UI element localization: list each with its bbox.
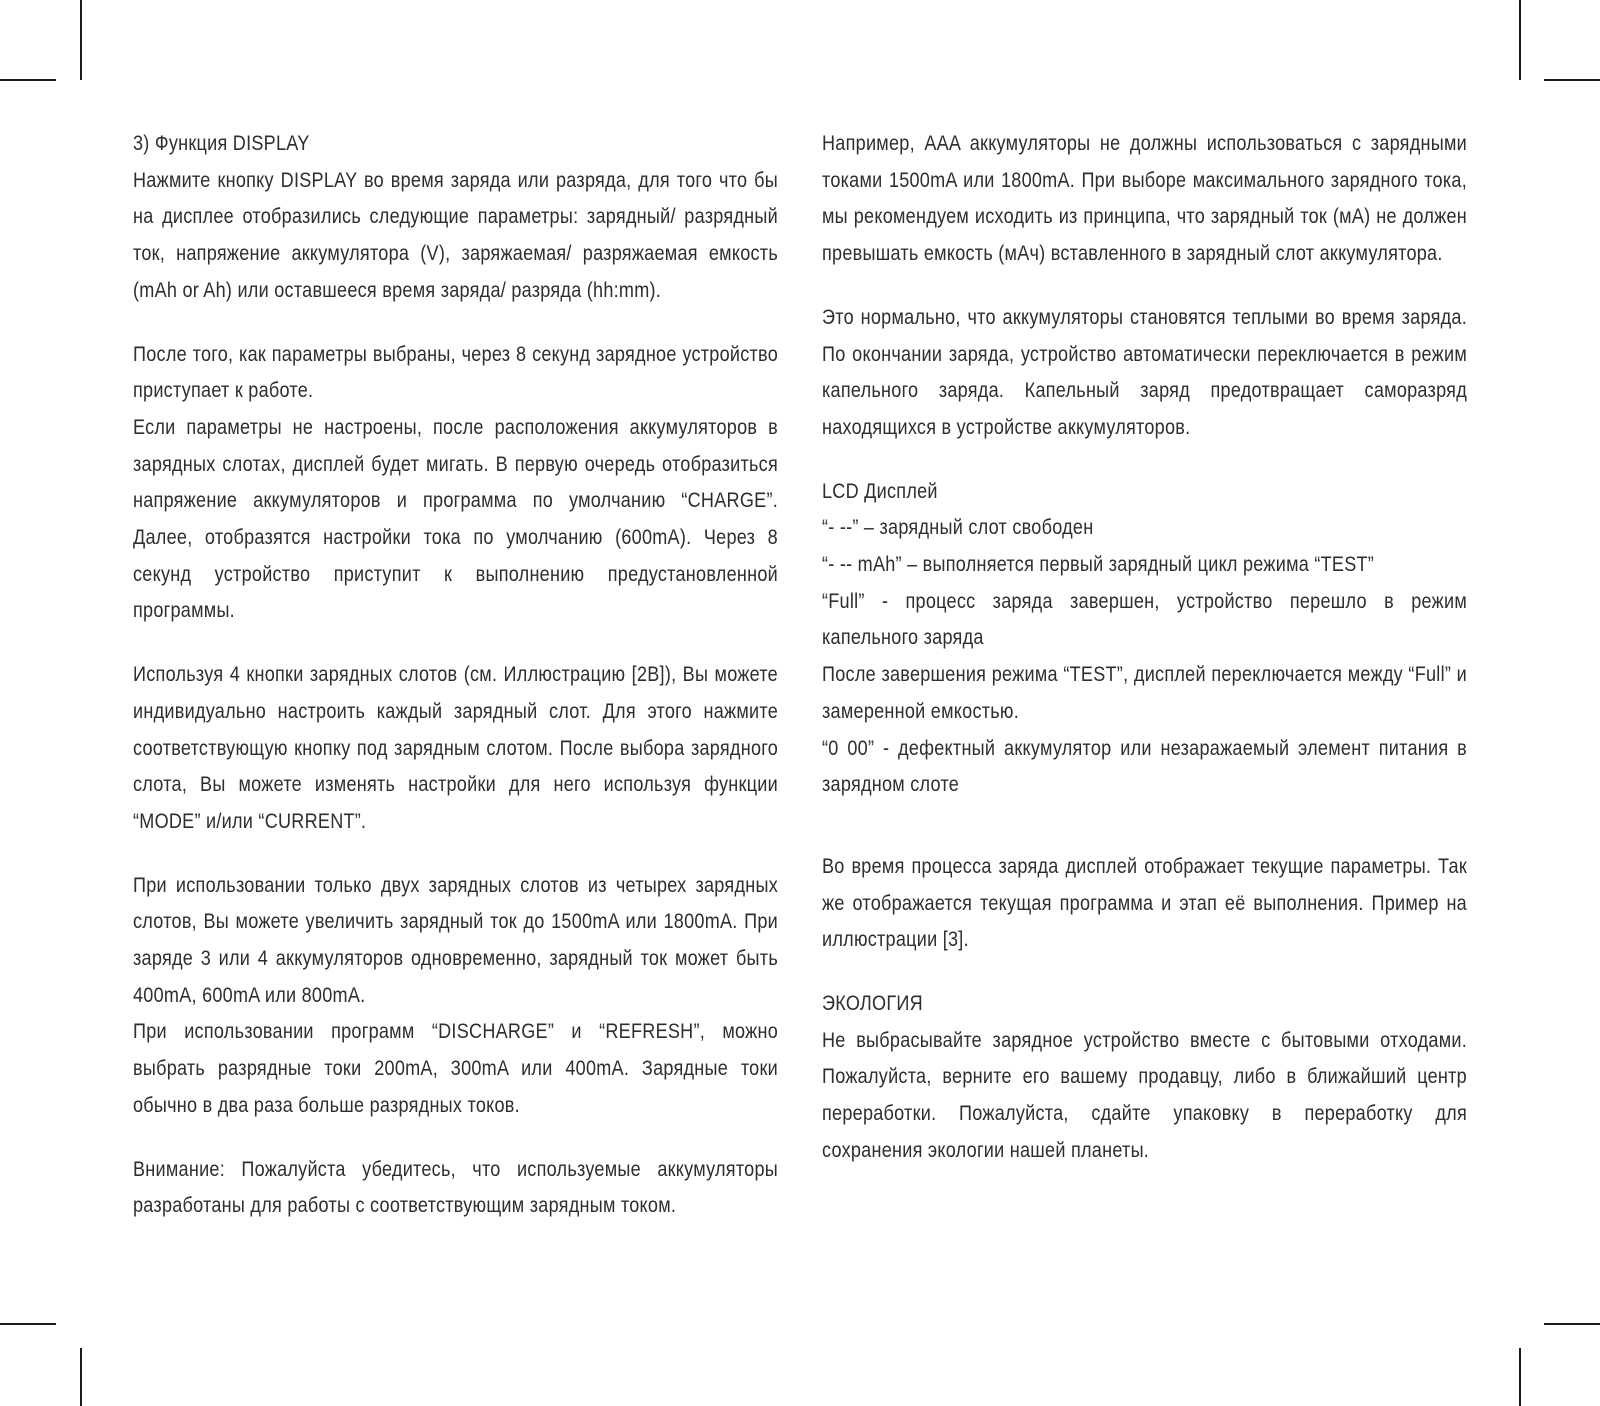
- aaa-text: Например, AAA аккумуляторы не должны использоваться с зарядными токами 1500mA или 1800mA. При выборе максимального зарядного тока, мы рекомендуем исходить из принципа, что зарядный ток (мА) не должен превышать емкость (мАч) вставленного в зарядный слот аккумулятора.: [822, 132, 1467, 266]
- after-params-text: После того, как параметры выбраны, через 8 секунд зарядное устройство приступает к работе.: [133, 342, 778, 403]
- right-column: [822, 126, 1467, 1170]
- lcd-test: “- -- mAh” – выполняется первый зарядный цикл режима “TEST”: [822, 553, 1375, 577]
- crop-mark-top-right-h: [1544, 79, 1600, 81]
- eco-heading: ЭКОЛОГИЯ: [822, 992, 923, 1016]
- left-column: [133, 126, 778, 1225]
- process-text: Во время процесса заряда дисплей отображает текущие параметры. Так же отображается текущая программа и этап её выполнения. Пример на иллюстрации [3].: [822, 854, 1467, 952]
- lcd-free: “- --” – зарядный слот свободен: [822, 516, 1094, 540]
- slot-buttons-text: Используя 4 кнопки зарядных слотов (см. Иллюстрацию [2B]), Вы можете индивидуально настроить каждый зарядный слот. Для этого нажмите соответствующую кнопку под зарядным слотом. После выбора зарядного слота, Вы можете изменять настройки для него используя функции “MODE” и/или “CURRENT”.: [133, 663, 778, 833]
- crop-mark-top-right: [1519, 0, 1521, 80]
- crop-mark-top-left: [80, 0, 82, 80]
- crop-mark-bottom-left-h: [0, 1323, 56, 1325]
- warm-text: Это нормально, что аккумуляторы становятся теплыми во время заряда. По окончании заряда, устройство автоматически переключается в режим капельного заряда. Капельный заряд предотвращает саморазряд находящихся в устройстве аккумуляторов.: [822, 305, 1467, 439]
- lcd-defect: “0 00” - дефектный аккумулятор или незаражаемый элемент питания в зарядном слоте: [822, 736, 1467, 797]
- lcd-full: “Full” - процесс заряда завершен, устройство перешло в режим капельного заряда: [822, 589, 1467, 650]
- display-text: Нажмите кнопку DISPLAY во время заряда или разряда, для того что бы на дисплее отобразились следующие параметры: зарядный/ разрядный ток, напряжение аккумулятора (V), заряжаемая/ разряжаемая емкость (mAh or Ah) или оставшееся время заряда/ разряда (hh:mm).: [133, 168, 778, 302]
- crop-mark-bottom-left: [80, 1348, 82, 1406]
- lcd-heading: LCD Дисплей: [822, 479, 938, 503]
- discharge-text: При использовании программ “DISCHARGE” и “REFRESH”, можно выбрать разрядные токи 200mA, 300mA или 400mA. Зарядные токи обычно в два раза больше разрядных токов.: [133, 1020, 778, 1117]
- eco-text: Не выбрасывайте зарядное устройство вместе с бытовыми отходами. Пожалуйста, верните его вашему продавцу, либо в ближайший центр переработки. Пожалуйста, сдайте упаковку в переработку для сохранения экологии нашей планеты.: [822, 1028, 1467, 1162]
- display-heading: 3) Функция DISPLAY: [133, 132, 310, 155]
- lcd-after-test: После завершения режима “TEST”, дисплей переключается между “Full” и замеренной емкостью.: [822, 663, 1467, 723]
- crop-mark-bottom-right: [1519, 1348, 1521, 1406]
- crop-mark-top-left-h: [0, 79, 56, 81]
- two-slots-text: При использовании только двух зарядных слотов из четырех зарядных слотов, Вы можете увеличить зарядный ток до 1500mA или 1800mA. При заряде 3 или 4 аккумуляторов одновременно, зарядный ток может быть 400mA, 600mA или 800mA.: [133, 873, 778, 1007]
- crop-mark-bottom-right-h: [1544, 1323, 1600, 1325]
- not-configured-text: Если параметры не настроены, после расположения аккумуляторов в зарядных слотах, дисплей будет мигать. В первую очередь отобразиться напряжение аккумуляторов и программа по умолчанию “CHARGE”. Далее, отобразятся настройки тока по умолчанию (600mA). Через 8 секунд устройство приступит к выполнению предустановленной программы.: [133, 415, 778, 623]
- warning-text: Внимание: Пожалуйста убедитесь, что используемые аккумуляторы разработаны для работы с соответствующим зарядным током.: [133, 1157, 778, 1218]
